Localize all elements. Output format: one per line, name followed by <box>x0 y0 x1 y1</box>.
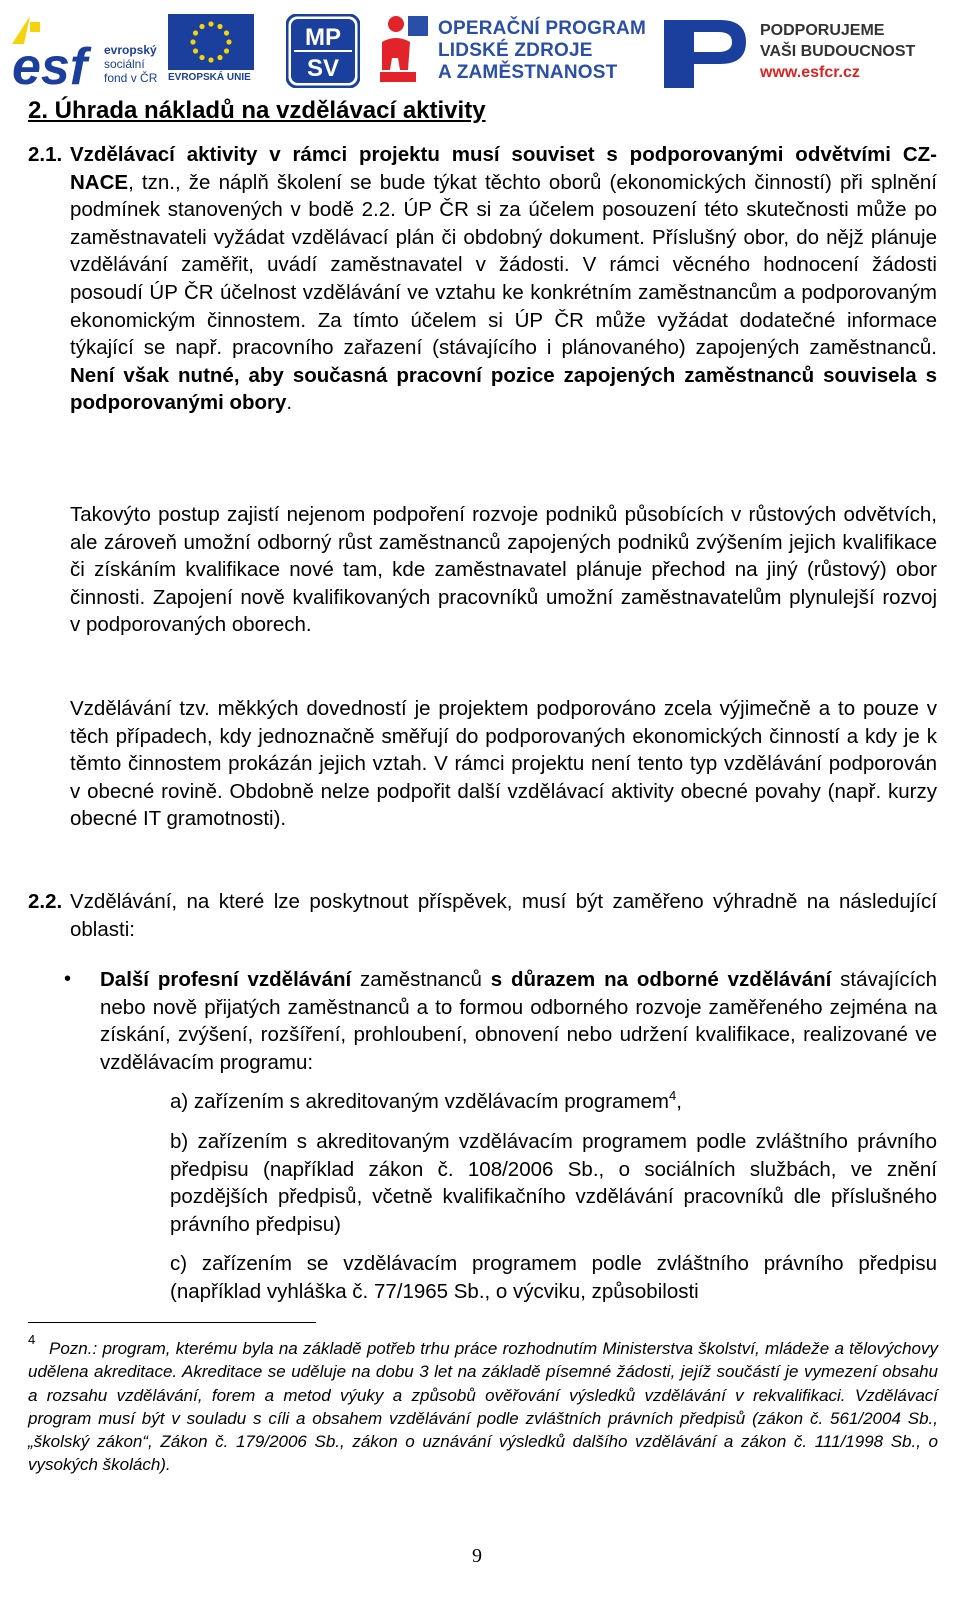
section-2-1-number: 2.1. <box>28 143 63 166</box>
footnote-divider <box>28 1322 316 1323</box>
support-line-1: PODPORUJEME <box>760 22 885 39</box>
esf-wordmark: esf <box>12 38 88 88</box>
mpsv-text-1: MP <box>305 24 341 51</box>
op-lzz-logo <box>378 14 648 90</box>
section-heading: 2. Úhrada nákladů na vzdělávací aktivity <box>28 97 486 124</box>
op-lzz-text <box>438 18 646 84</box>
list-item-a <box>170 1088 937 1116</box>
paragraph-growth: Takovýto postup zajistí nejenom podpoření rozvoje podniků působících v růstových odvětvích, ale zároveň umožní odborný růst zaměstnanců zapojených podniků zvýšením jejich kvalifikace či získáním kvalifikace nové tam, kde zaměstnavatel plánuje přechod na jiný (růstový) obor činnosti. Zapojení nově kvalifikovaných pracovníků umožní zaměstnavatelům plynulejší rozvoj v podporovaných oborech. <box>70 503 937 637</box>
mpsv-text-2: SV <box>306 55 340 82</box>
bullet-bold-2: s důrazem na odborné vzdělávání <box>490 968 832 991</box>
eu-flag-icon <box>168 14 254 70</box>
section-2-1-bold-lead: Vzdělávací aktivity v rámci projektu musí souviset s podporovanými odvětvími CZ-NACE <box>70 143 937 194</box>
list-item-b: b) zařízením s akreditovaným vzdělávacím programem podle zvláštního právního předpisu (například zákon č. 108/2006 Sb., o sociálních službách, ve znění pozdějších předpisů, včetně kvalifikačního vzdělávání pracovníků dle příslušného právního předpisu) <box>170 1130 937 1236</box>
header-logos <box>0 0 960 92</box>
podporujeme-text <box>760 20 915 83</box>
mpsv-logo <box>286 14 360 88</box>
bullet-marker: • <box>64 968 72 990</box>
list-item-a-text: a) zařízením s akreditovaným vzdělávacím programem <box>170 1090 670 1113</box>
section-2-1-paragraph <box>70 141 937 417</box>
support-line-2: VAŠI BUDOUCNOST <box>760 43 916 60</box>
section-2-1-text: , tzn., že náplň školení se bude týkat těchto oborů (ekonomických činností) při splnění podmínek stanovených v bodě 2.2. ÚP ČR si za účelem posouzení této skutečnosti může po zaměstnavateli vyžádat vzdělávací plán či obdobný dokument. Příslušný obor, do nějž plánuje vzdělávání zaměřit, uvádí zaměstnavatel v žádosti. V rámci věcného hodnocení žádosti posoudí ÚP ČR účelnost vzdělávání ve vztahu ke konkrétním zaměstnancům a podporovaným ekonomickým činnostem. Za tímto účelem si ÚP ČR může vyžádat dodatečné informace týkající se např. pracovního zařazení (stávajícího i plánovaného) zapojených zaměstnanců. <box>70 170 937 360</box>
op-line-2: LIDSKÉ ZDROJE <box>438 40 593 61</box>
section-2-2-paragraph: Vzdělávání, na které lze poskytnout příspěvek, musí být zaměřeno výhradně na následující oblasti: <box>70 890 937 941</box>
esf-logo <box>10 12 160 88</box>
paragraph-soft-skills: Vzdělávání tzv. měkkých dovedností je projektem podporováno zcela výjimečně a to pouze v těch případech, kdy jednoznačně směřují do podporovaných ekonomických činností a kdy je k těmto činnostem prokázán jejich vztah. V rámci projektu není tento typ vzdělávání podporován v obecné rovině. Obdobně nelze podpořit další vzdělávací aktivity obecné povahy (např. kurzy obecné IT gramotnosti). <box>70 697 937 831</box>
eu-label: EVROPSKÁ UNIE <box>168 72 251 83</box>
footnote-text: Pozn.: program, kterému byla na základě potřeb trhu práce rozhodnutím Ministerstva školství, mládeže a tělovýchovy udělena akreditace. Akreditace se uděluje na dobu 3 let na základě písemné žádosti, jejíž součástí je vymezení obsahu a rozsahu vzdělávání, forem a metod výuky a způsobů ověřování výsledků vzdělávání v rekvalifikaci. Vzdělávací program musí být v souladu s cíli a obsahem vzdělávání podle zvláštních právních předpisů (zákon č. 561/2004 Sb., „školský zákon“, Zákon č. 179/2006 Sb., zákon o uznávání výsledků dalšího vzdělávání a zákon č. 111/1998 Sb., o vysokých školách). <box>28 1339 938 1475</box>
op-line-3: A ZAMĚSTNANOST <box>438 62 618 83</box>
bullet-bold-1: Další profesní vzdělávání <box>100 968 352 991</box>
op-line-1: OPERAČNÍ PROGRAM <box>438 18 646 39</box>
section-2-1-bold-note: Není však nutné, aby současná pracovní pozice zapojených zaměstnanců souvisela s podporovanými obory <box>70 363 937 415</box>
support-url: www.esfcr.cz <box>760 64 860 81</box>
footnote-number: 4 <box>28 1332 36 1347</box>
bullet-text-2: stávajících nebo nově přijatých zaměstnanců a to formou odborného rozvoje zaměřeného zejména na získání, zvýšení, rozšíření, prohloubení, obnovení nebo udržení kvalifikace, realizované ve vzdělávacím programu: <box>100 968 938 1074</box>
section-2-1-end: . <box>286 391 293 415</box>
eu-logo <box>168 14 258 88</box>
op-people-icon <box>378 14 434 90</box>
esf-text-1: evropský <box>104 43 157 57</box>
list-item-a-end: , <box>676 1090 682 1113</box>
section-2-2-number: 2.2. <box>28 890 63 913</box>
footnote-ref-4[interactable]: 4 <box>669 1088 677 1104</box>
esf-text-2: sociální <box>104 57 145 71</box>
bullet-text-1: zaměstnanců <box>351 968 491 991</box>
podporujeme-logo <box>660 14 950 94</box>
list-item-c: c) zařízením se vzdělávacím programem podle zvláštního právního předpisu (například vyhláška č. 77/1965 Sb., o výcviku, způsobilosti <box>170 1252 937 1303</box>
podporujeme-mark-icon <box>660 14 756 94</box>
bullet-paragraph <box>100 966 937 1076</box>
esf-text-3: fond v ČR <box>104 71 158 85</box>
page-number: 9 <box>472 1545 482 1567</box>
